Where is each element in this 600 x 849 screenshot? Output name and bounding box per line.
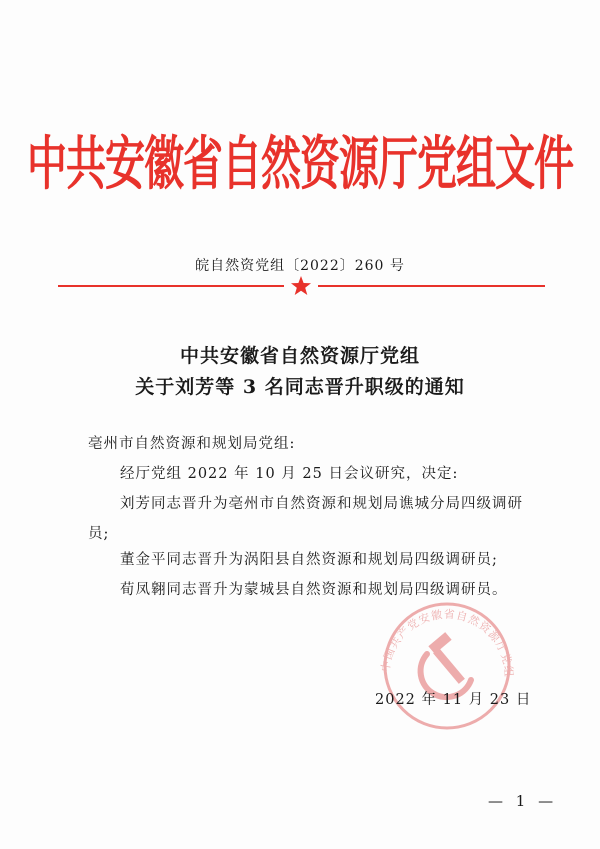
document-title-line2: 关于刘芳等 3 名同志晋升职级的通知 <box>135 376 465 398</box>
body-paragraph-2-line-2: 员; <box>88 526 110 542</box>
document-title-line1: 中共安徽省自然资源厅党组 <box>179 345 420 367</box>
red-divider-right <box>318 285 545 287</box>
body-paragraph-4: 荀凤翱同志晋升为蒙城县自然资源和规划局四级调研员。 <box>120 582 508 598</box>
page-number: — 1 — <box>488 792 558 810</box>
issue-date: 2022 年 11 月 23 日 <box>375 692 532 708</box>
issuer-title: 中共安徽省自然资源厅党组文件 <box>27 129 573 198</box>
body-paragraph-2-line-1: 刘芳同志晋升为亳州市自然资源和规划局谯城分局四级调研 <box>120 496 523 512</box>
body-paragraph-3: 董金平同志晋升为涡阳县自然资源和规划局四级调研员; <box>120 552 498 568</box>
official-seal-icon <box>367 596 527 730</box>
red-divider-left <box>58 285 284 287</box>
red-star-icon <box>290 275 312 297</box>
svg-text:中国共产党安徽省自然资源厅党组: 中国共产党安徽省自然资源厅党组 <box>378 607 516 679</box>
addressee: 亳州市自然资源和规划局党组: <box>88 436 296 452</box>
body-paragraph-1: 经厅党组 2022 年 10 月 25 日会议研究，决定: <box>120 466 459 482</box>
document-number: 皖自然资党组〔2022〕260 号 <box>195 258 405 274</box>
